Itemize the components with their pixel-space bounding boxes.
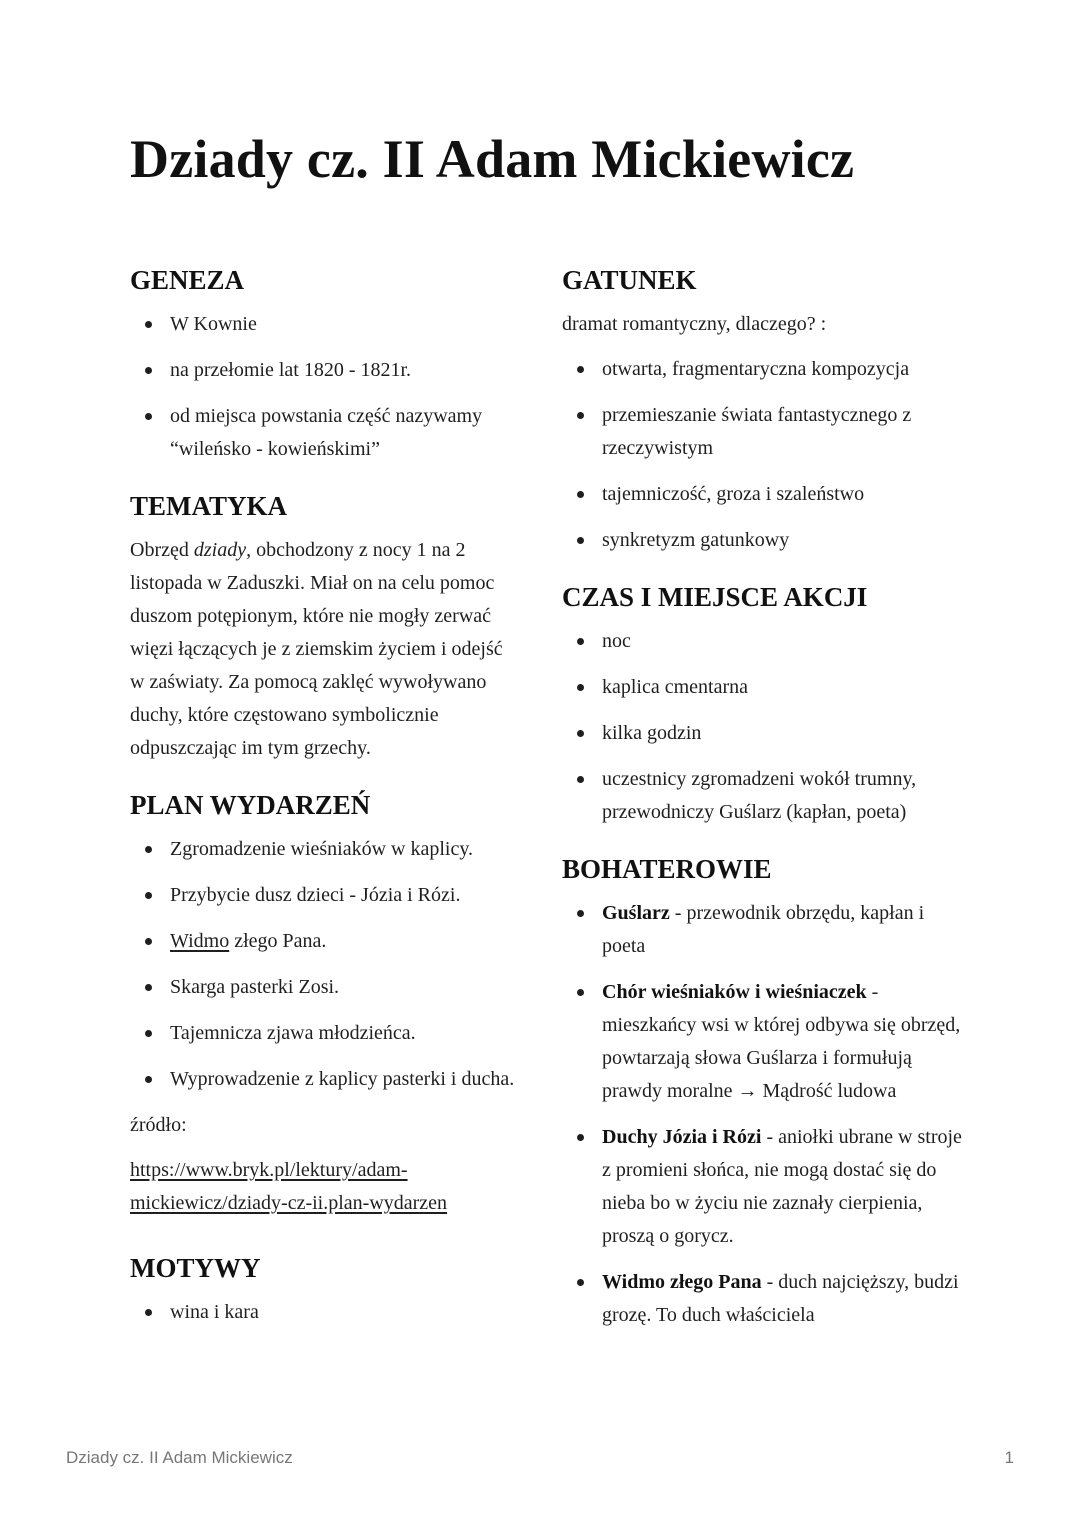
widmo-link[interactable]: Widmo (170, 930, 230, 952)
list-item: uczestnicy zgromadzeni wokół trumny, przewodniczy Guślarz (kapłan, poeta) (562, 763, 962, 829)
list-item: Tajemnicza zjawa młodzieńca. (130, 1017, 520, 1050)
list-item (562, 1266, 962, 1332)
heading-czas-miejsce: CZAS I MIEJSCE AKCJI (562, 582, 868, 612)
list-item (562, 897, 962, 963)
section-motywy (130, 1250, 520, 1329)
list-item: tajemniczość, groza i szaleństwo (562, 478, 962, 511)
heading-motywy: MOTYWY (130, 1253, 261, 1283)
tematyka-text-rest: , obchodzony z nocy 1 na 2 listopada w Zaduszki. Miał on na celu pomoc duszom potępionym, które nie mogły zerwać więzi łączących je z ziemskim życiem i odejść w zaświaty. Za pomocą zaklęć wywoływano duchy, które częstowano symbolicznie odpuszczając im tym grzechy. (130, 539, 503, 759)
czas-list (562, 625, 962, 829)
source-link[interactable]: https://www.bryk.pl/lektury/adam-mickiewicz/dziady-cz-ii.plan-wydarzen (130, 1159, 448, 1214)
page-title: Dziady cz. II Adam Mickiewicz (130, 129, 855, 189)
gatunek-list (562, 353, 962, 557)
list-item: wina i kara (130, 1296, 520, 1329)
source-paragraph (130, 1154, 520, 1220)
character-description: - mieszkańcy wsi w której odbywa się obrzęd, powtarzają słowa Guślarza i formułują prawdy moralne → Mądrość ludowa (602, 981, 961, 1102)
section-czas-miejsce (562, 579, 962, 829)
list-item (562, 976, 962, 1108)
heading-plan-wydarzen: PLAN WYDARZEŃ (130, 790, 371, 820)
list-item: na przełomie lat 1820 - 1821r. (130, 354, 520, 387)
right-column (562, 262, 962, 1354)
heading-geneza: GENEZA (130, 265, 245, 295)
list-item: Zgromadzenie wieśniaków w kaplicy. (130, 833, 520, 866)
section-tematyka (130, 488, 520, 765)
character-name: Chór wieśniaków i wieśniaczek (602, 981, 867, 1003)
plan-list (130, 833, 520, 1096)
source-label: źródło: (130, 1114, 187, 1136)
page-number: 1 (1004, 1448, 1014, 1467)
list-item: przemieszanie świata fantastycznego z rzeczywistym (562, 399, 962, 465)
section-bohaterowie (562, 851, 962, 1332)
heading-tematyka: TEMATYKA (130, 491, 288, 521)
section-geneza (130, 262, 520, 466)
character-description: - aniołki ubrane w stroje z promieni słońca, nie mogą dostać się do nieba bo w życiu nie zaznały cierpienia, proszą o gorycz. (602, 1126, 962, 1247)
section-plan-wydarzen (130, 787, 520, 1220)
heading-bohaterowie: BOHATEROWIE (562, 854, 772, 884)
tematyka-paragraph (130, 534, 520, 765)
list-item: synkretyzm gatunkowy (562, 524, 962, 557)
character-name: Guślarz (602, 902, 670, 924)
list-item: noc (562, 625, 962, 658)
heading-gatunek: GATUNEK (562, 265, 697, 295)
section-gatunek (562, 262, 962, 557)
list-item: Przybycie dusz dzieci - Józia i Rózi. (130, 879, 520, 912)
footer-title: Dziady cz. II Adam Mickiewicz (66, 1448, 293, 1467)
list-item: otwarta, fragmentaryczna kompozycja (562, 353, 962, 386)
gatunek-intro: dramat romantyczny, dlaczego? : (562, 313, 827, 335)
character-name: Widmo złego Pana (602, 1271, 762, 1293)
list-item: od miejsca powstania część nazywamy “wileńsko - kowieńskimi” (130, 400, 520, 466)
tematyka-emphasis: dziady (193, 539, 247, 561)
character-name: Duchy Józia i Rózi (602, 1126, 762, 1148)
list-item: kilka godzin (562, 717, 962, 750)
character-description: - przewodnik obrzędu, kapłan i poeta (602, 902, 925, 957)
list-item: Skarga pasterki Zosi. (130, 971, 520, 1004)
character-description: - duch najcięższy, budzi grozę. To duch właściciela (602, 1271, 959, 1326)
bohaterowie-list (562, 897, 962, 1332)
list-item: W Kownie (130, 308, 520, 341)
motywy-list (130, 1296, 520, 1329)
list-item (130, 925, 520, 958)
list-item-text: złego Pana. (229, 930, 327, 952)
list-item: kaplica cmentarna (562, 671, 962, 704)
left-column (130, 262, 520, 1351)
list-item (562, 1121, 962, 1253)
tematyka-text-start: Obrzęd (130, 539, 194, 561)
list-item: Wyprowadzenie z kaplicy pasterki i ducha. (130, 1063, 520, 1096)
geneza-list (130, 308, 520, 466)
